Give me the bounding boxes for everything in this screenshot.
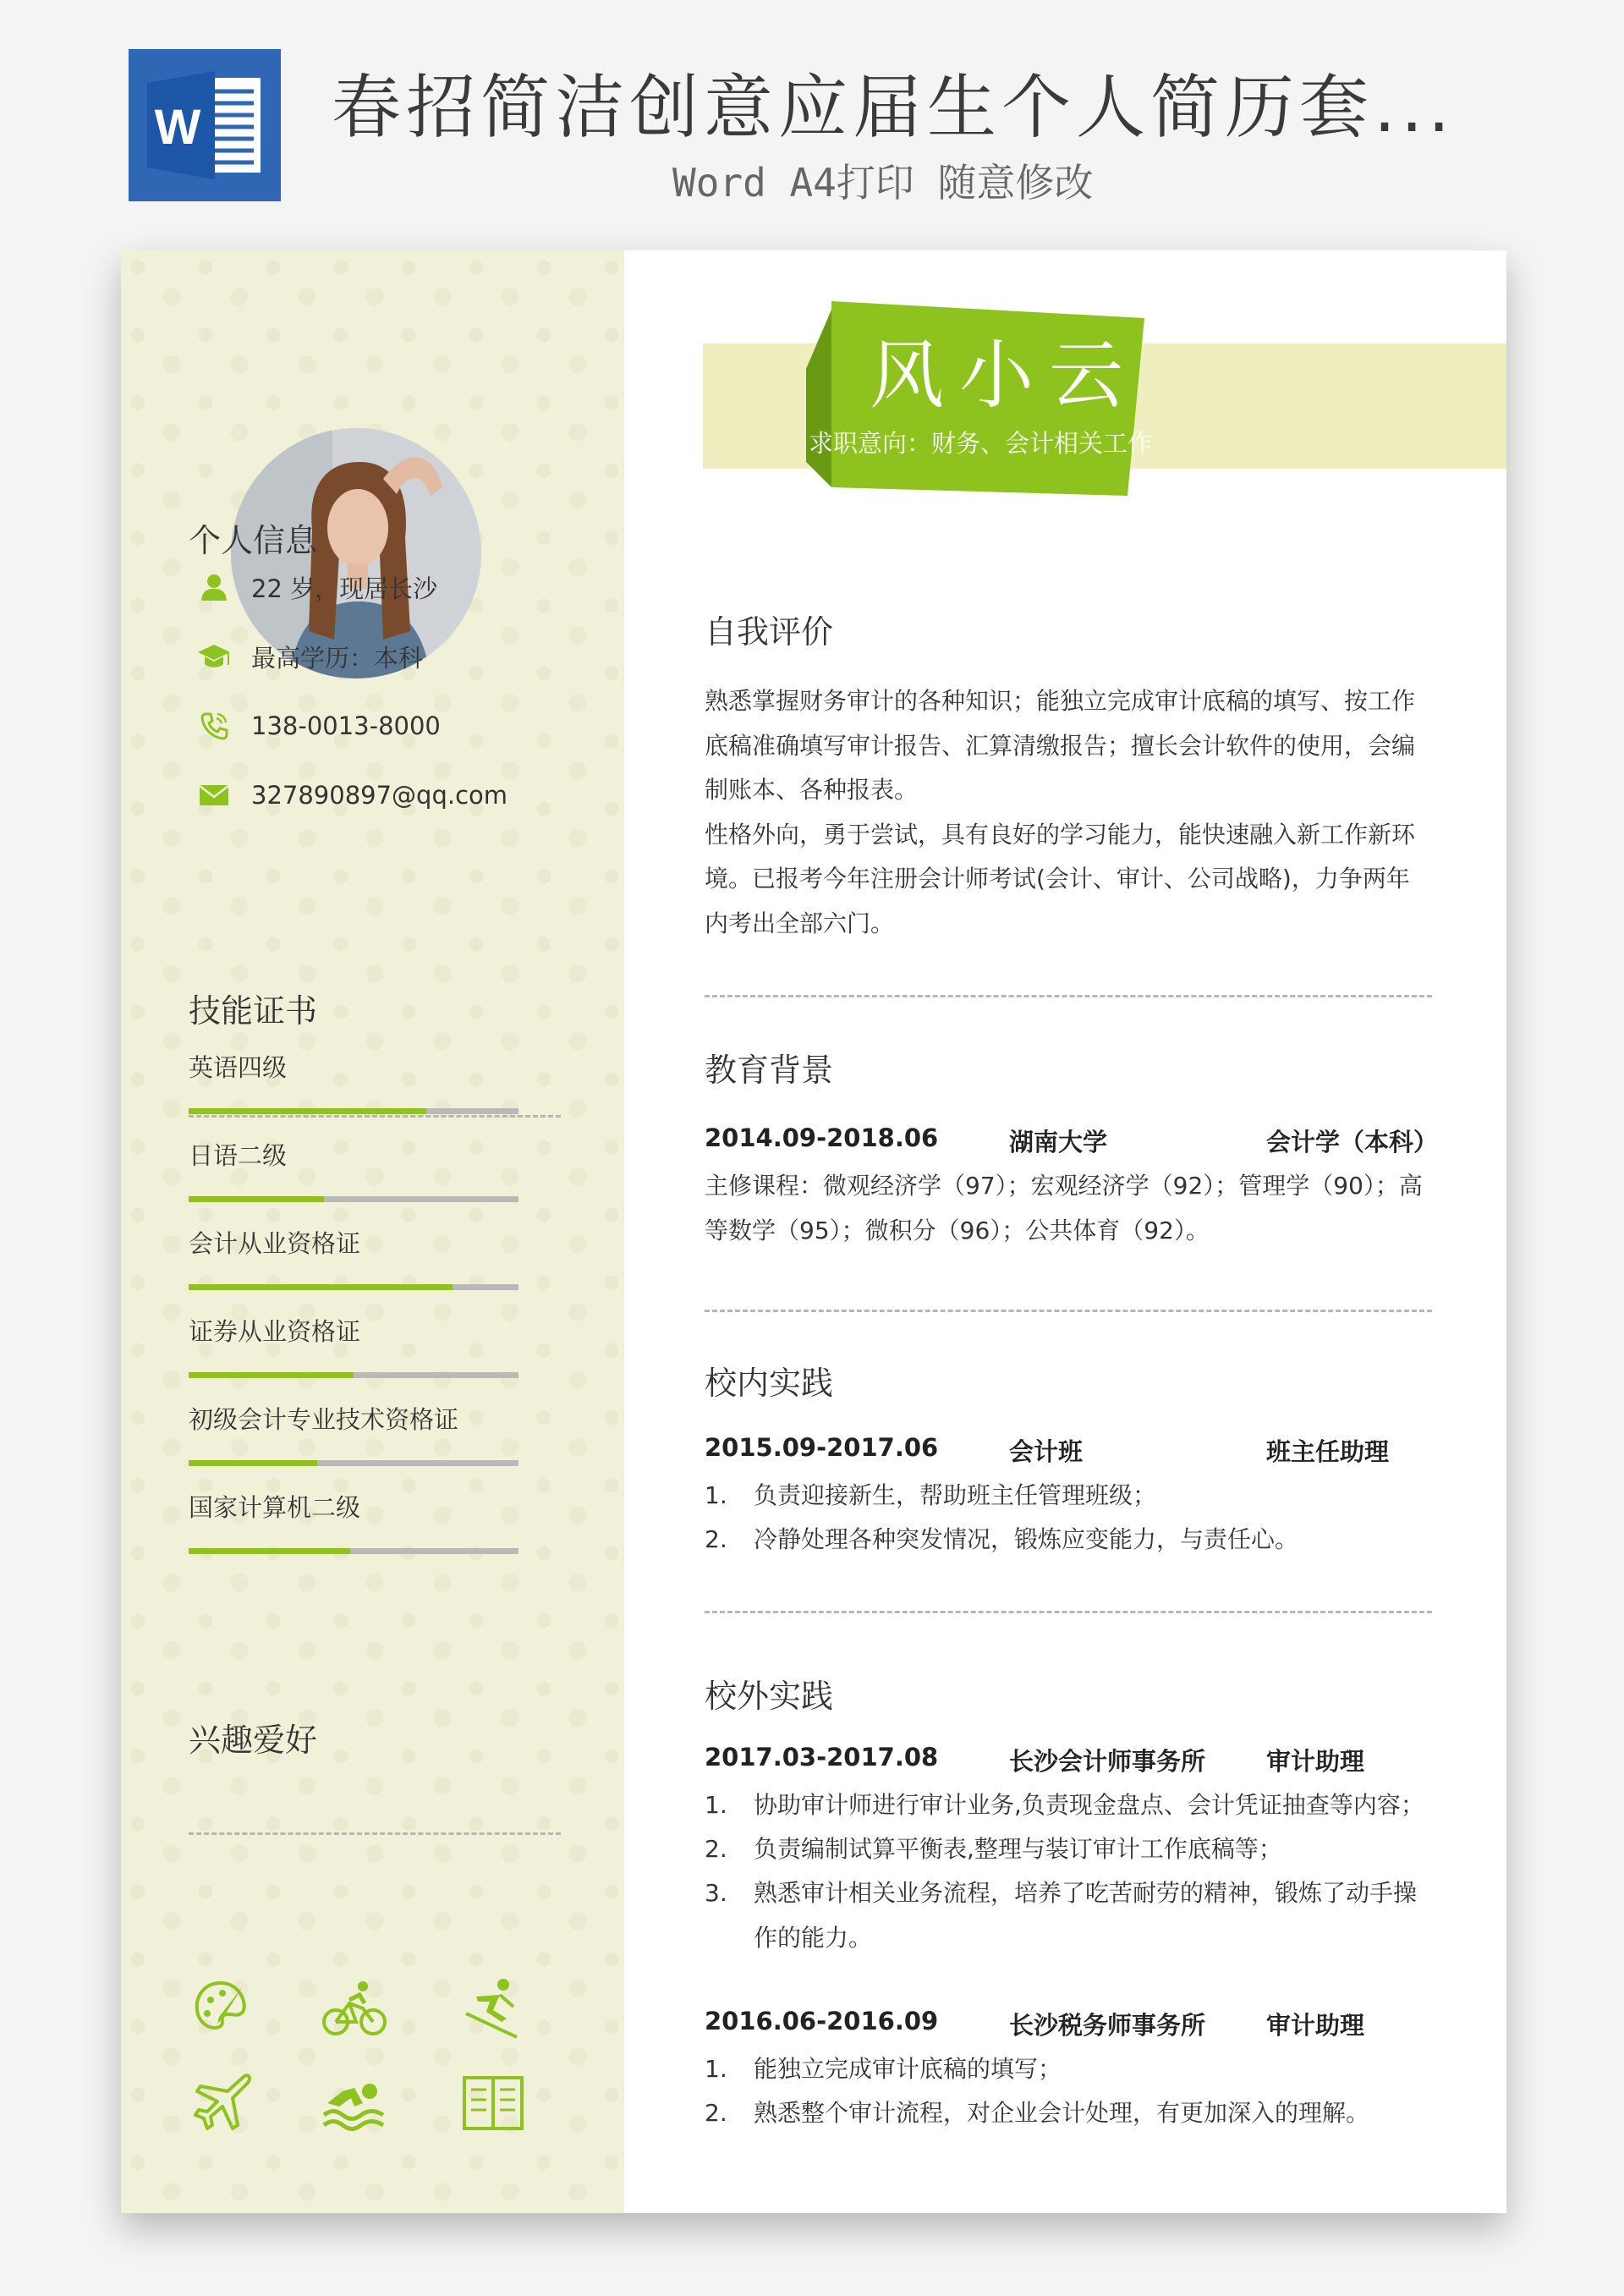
skill-bar-fill: [189, 1372, 354, 1378]
list-text: 协助审计师进行审计业务,负责现金盘点、会计凭证抽查等内容；: [754, 1791, 1424, 1819]
cycling-icon: [321, 1975, 388, 2042]
skill-bar-fill: [189, 1108, 426, 1114]
education-period: 2014.09-2018.06: [705, 1123, 939, 1152]
mail-icon: [197, 778, 231, 812]
list-number: 2.: [705, 1525, 727, 1553]
job-role: 审计助理: [1266, 2011, 1365, 2040]
list-number: 2.: [705, 2099, 727, 2127]
resume-sidebar: [121, 250, 624, 2213]
info-phone: [197, 709, 441, 743]
list-text: 冷静处理各种突发情况，锻炼应变能力，与责任心。: [754, 1525, 1299, 1553]
skill-bar: [189, 1548, 518, 1554]
section-divider: [705, 995, 1432, 997]
campus-period: 2015.09-2017.06: [705, 1433, 939, 1462]
list-item: [705, 1518, 1432, 1563]
job-period: 2017.03-2017.08: [705, 1743, 939, 1771]
self-eval-line: 内考出全部六门。: [705, 909, 895, 937]
skill-bar: [189, 1108, 518, 1114]
list-number: 1.: [705, 1791, 727, 1819]
self-eval-line: 制账本、各种报表。: [705, 776, 919, 804]
education-major: 会计学（本科）: [1266, 1128, 1439, 1156]
job-org: 长沙税务师事务所: [1009, 2011, 1206, 2040]
info-phone-text: 138-0013-8000: [251, 711, 441, 740]
education-school: 湖南大学: [1009, 1128, 1108, 1156]
word-document-icon: [129, 49, 281, 201]
self-eval-line: 性格外向，勇于尝试，具有良好的学习能力，能快速融入新工作新环: [705, 820, 1416, 849]
list-item: [705, 1474, 1432, 1519]
resume-page: [121, 250, 1506, 2213]
skill-bar-fill: [189, 1460, 317, 1466]
list-text: 能独立完成审计底稿的填写；: [754, 2055, 1062, 2083]
job-period: 2016.06-2016.09: [705, 2007, 939, 2035]
skill-item: [189, 1315, 518, 1378]
job-intent: 求职意向：财务、会计相关工作: [809, 429, 1153, 458]
info-education-text: 最高学历：本科: [251, 643, 424, 673]
hobbies-title: 兴趣爱好: [189, 1722, 318, 1759]
candidate-name: 风小云: [870, 332, 1139, 419]
skill-bar-fill: [189, 1548, 350, 1554]
list-text: 熟悉整个审计流程，对企业会计处理，有更加深入的理解。: [754, 2099, 1370, 2127]
education-line: 等数学（95）；微积分（96）；公共体育（92）。: [705, 1216, 1210, 1244]
skill-bar-fill: [189, 1196, 324, 1202]
campus-org: 会计班: [1009, 1437, 1084, 1466]
sidebar-divider: [189, 1832, 561, 1835]
self-eval-line: 熟悉掌握财务审计的各种知识；能独立完成审计底稿的填写、按工作: [705, 687, 1416, 715]
skill-label: 国家计算机二级: [189, 1493, 361, 1522]
skill-item: [189, 1403, 518, 1466]
list-item: [705, 1783, 1432, 1828]
skill-item: [189, 1139, 518, 1202]
svg-text:W: W: [154, 100, 201, 155]
list-number: 2.: [705, 1835, 727, 1863]
list-item: [705, 1827, 1432, 1872]
self-eval-line: 境。已报考今年注册会计师考试(会计、审计、公司战略)，力争两年: [705, 865, 1410, 893]
self-eval-title: 自我评价: [705, 613, 834, 651]
painting-icon: [189, 1975, 256, 2042]
job-org: 长沙会计师事务所: [1009, 1747, 1206, 1776]
sidebar-divider: [189, 1115, 561, 1118]
list-item: [705, 1871, 1432, 1960]
skill-label: 英语四级: [189, 1053, 288, 1082]
skiing-icon: [459, 1975, 527, 2042]
job-role: 审计助理: [1266, 1747, 1365, 1776]
skill-label: 证券从业资格证: [189, 1317, 361, 1346]
education-courses: [705, 1164, 1432, 1253]
skill-bar: [189, 1284, 518, 1290]
personal-info-title: 个人信息: [189, 522, 318, 559]
phone-icon: [197, 709, 231, 743]
info-email: [197, 778, 508, 812]
list-text: 熟悉审计相关业务流程，培养了吃苦耐劳的精神，锻炼了动手操作的能力。: [754, 1879, 1418, 1952]
education-title: 教育背景: [705, 1052, 834, 1089]
self-eval-line: 底稿准确填写审计报告、汇算清缴报告；擅长会计软件的使用，会编: [705, 731, 1416, 760]
skill-label: 会计从业资格证: [189, 1229, 361, 1258]
travel-plane-icon: [189, 2069, 256, 2137]
education-line: 主修课程：微观经济学（97）；宏观经济学（92）；管理学（90）；高: [705, 1172, 1423, 1200]
skill-item: [189, 1051, 518, 1114]
list-number: 3.: [705, 1879, 727, 1907]
skill-label: 日语二级: [189, 1141, 288, 1170]
preview-header: [0, 0, 1624, 228]
document-subtitle: Word A4打印 随意修改: [672, 160, 1094, 206]
graduation-cap-icon: [197, 640, 231, 673]
skill-item: [189, 1491, 518, 1554]
list-item: [705, 2047, 1432, 2092]
campus-title: 校内实践: [705, 1365, 834, 1402]
self-eval-text: [705, 679, 1432, 946]
outside-title: 校外实践: [705, 1678, 834, 1715]
skill-item: [189, 1227, 518, 1290]
section-divider: [705, 1310, 1432, 1312]
skill-bar-fill: [189, 1284, 453, 1290]
skills-title: 技能证书: [189, 992, 318, 1030]
skill-bar: [189, 1460, 518, 1466]
info-age-location-text: 22 岁，现居长沙: [251, 574, 438, 603]
list-text: 负责编制试算平衡表,整理与装订审计工作底稿等；: [754, 1835, 1282, 1863]
list-number: 1.: [705, 2055, 727, 2083]
campus-role: 班主任助理: [1266, 1437, 1390, 1466]
swimming-icon: [321, 2069, 388, 2137]
list-number: 1.: [705, 1481, 727, 1509]
person-icon: [197, 570, 231, 604]
info-email-text: 327890897@qq.com: [251, 781, 508, 810]
info-education: [197, 640, 423, 673]
skill-label: 初级会计专业技术资格证: [189, 1405, 459, 1434]
info-age-location: [197, 570, 437, 604]
skill-bar: [189, 1372, 518, 1378]
reading-book-icon: [459, 2069, 527, 2137]
skill-bar: [189, 1196, 518, 1202]
list-item: [705, 2091, 1432, 2136]
document-title: 春招简洁创意应届生个人简历套...: [332, 68, 1456, 148]
list-text: 负责迎接新生，帮助班主任管理班级；: [754, 1481, 1157, 1509]
section-divider: [705, 1611, 1432, 1613]
